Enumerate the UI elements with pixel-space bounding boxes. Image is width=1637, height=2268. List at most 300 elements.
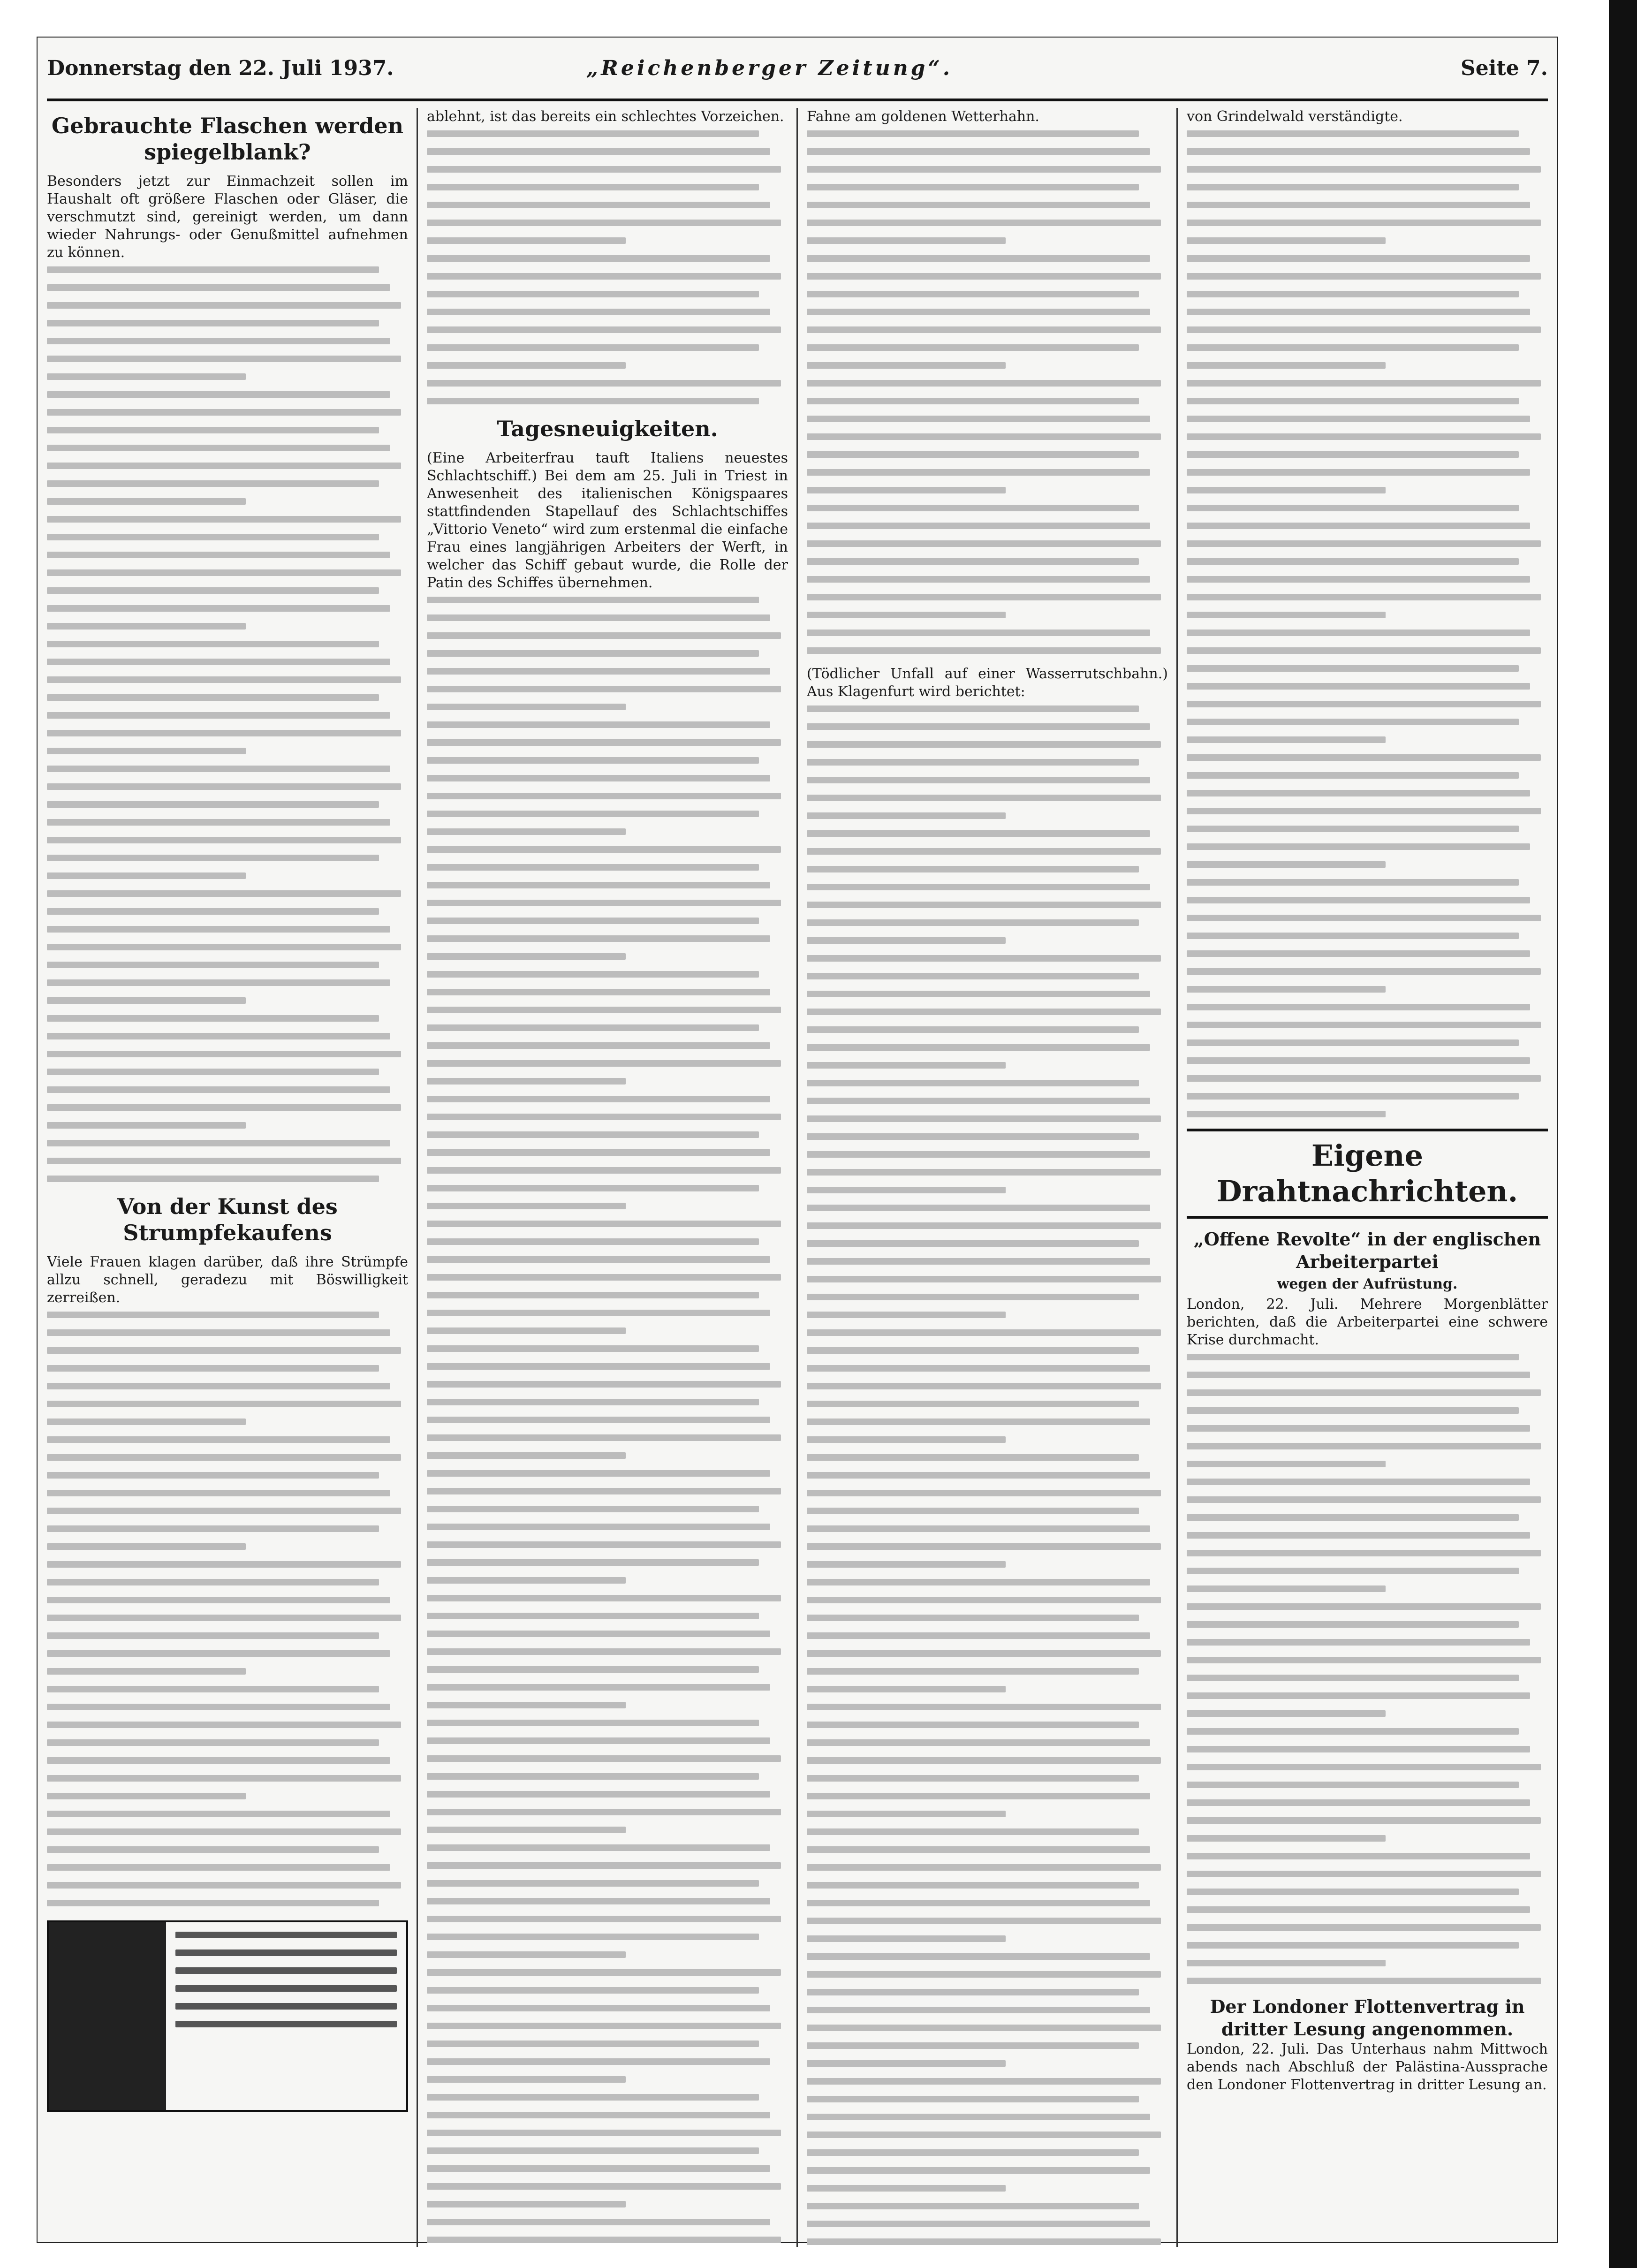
text-line [1187,701,1541,707]
text-line [427,326,781,333]
text-line [427,2112,770,2118]
article-text: ablehnt, ist das bereits ein schlechtes Vorzeichen. [427,108,784,125]
text-line [47,1579,379,1585]
column-3 [807,108,1168,2247]
text-line [47,1490,390,1496]
text-line [807,202,1150,208]
text-line [1187,505,1519,511]
text-line [807,2007,1150,2013]
text-line [1187,808,1541,814]
text-line [807,759,1139,766]
text-line [807,1258,1150,1265]
text-line [427,1096,770,1102]
text-line [427,614,770,621]
text-placeholder [427,130,788,404]
text-line [427,1274,781,1281]
text-line [807,523,1150,529]
text-line [1187,1550,1541,1556]
text-line [807,1811,1006,1817]
text-line [807,344,1139,351]
text-line [47,1104,401,1111]
text-line [47,1686,379,1692]
article-headline: „Offene Revolte“ in der englischen Arbeiterpartei [1193,1229,1541,1272]
text-line [427,1702,626,1708]
text-line [427,1613,759,1619]
text-line [807,594,1161,600]
text-line [427,220,781,226]
text-line [807,273,1161,280]
text-line [47,1775,401,1782]
text-line [1187,184,1519,190]
text-line [807,848,1161,855]
text-line [807,2167,1150,2174]
text-line [47,1472,379,1479]
text-line [47,1347,401,1354]
text-line [47,1454,401,1461]
text-line [1187,1443,1541,1449]
text-line [1187,1514,1519,1521]
text-line [807,1953,1150,1960]
text-line [47,552,390,558]
text-line [807,1935,1006,1942]
text-line [807,184,1139,190]
text-line [427,1292,759,1298]
text-line [1187,202,1530,208]
text-line [807,1436,1006,1443]
text-line [427,811,759,817]
text-placeholder [1187,130,1548,1117]
text-line [47,676,401,683]
text-line [807,2238,1161,2245]
text-line [1187,1621,1519,1628]
text-line [427,1934,759,1940]
text-line [47,516,401,523]
text-line [427,953,626,960]
text-line [427,1221,781,1227]
text-line [427,148,770,155]
text-line [807,1704,1161,1710]
text-line [427,2147,759,2154]
text-line [427,1114,781,1120]
text-line [47,1365,379,1372]
text-line [807,812,1006,819]
text-line [47,1122,246,1129]
text-line [1187,612,1386,618]
text-line [427,632,781,639]
text-line [807,1294,1139,1300]
text-line [1187,1479,1530,1485]
text-line [1187,647,1541,654]
text-line [1187,950,1530,957]
text-line [807,1044,1150,1051]
text-line [1187,1372,1530,1378]
text-line [807,1365,1150,1372]
text-line [807,166,1161,173]
text-line [807,326,1161,333]
text-line [427,1256,770,1263]
article-text: Besonders jetzt zur Einmachzeit sollen im Haushalt oft größere Flaschen oder Gläser, die verschmutzt sind, gereinigt werden, um dann wieder Nahrungs- oder Genußmittel aufnehmen zu können. [47,173,408,261]
text-line [807,416,1150,422]
text-line [807,2078,1161,2085]
text-line [47,1561,401,1568]
text-line [47,1015,379,1022]
text-line [807,705,1139,712]
article-text: (Eine Arbeiterfrau tauft Italiens neuestes Schlachtschiff.) Bei dem am 25. Juli in Triest in Anwesenheit des italienischen Königspaares stattfindenden Stapellauf des Schlachtschiffes „Vittorio Veneto“ wird zum erstenmal die einfache Frau eines langjährigen Arbeiters der Werft, in welcher das Schiff gebaut wurde, die Rolle der Patin des Schiffes übernehmen. [427,450,788,591]
text-line [807,2203,1139,2209]
text-line [807,1686,1006,1692]
article-text: von Grindelwald verständigte. [1187,108,1403,125]
text-line [47,409,401,416]
text-line [807,1828,1139,1835]
text-line [807,1490,1161,1496]
text-line [427,130,759,137]
text-line [47,1811,390,1817]
text-line [427,918,759,924]
text-line [427,2201,626,2207]
text-line [1187,1532,1530,1539]
text-line [1187,986,1386,993]
text-line [427,2219,770,2225]
text-line [807,1632,1150,1639]
text-line [1187,1407,1519,1414]
text-line [807,1739,1150,1746]
text-line [47,1739,379,1746]
text-line [807,919,1139,926]
text-line [427,1595,781,1601]
text-line [807,884,1150,890]
text-line [807,630,1150,636]
text-line [427,1898,770,1904]
text-line [1187,843,1530,850]
text-line [427,1434,781,1441]
advertisement [47,1920,408,2112]
text-line [47,320,379,326]
article-headline: Der Londoner Flottenvertrag in dritter Lesung angenommen. [1210,1996,1525,2040]
text-line [1187,1039,1519,1046]
text-line [427,1399,759,1405]
text-line [427,1862,781,1869]
text-line [1187,523,1530,529]
text-line [427,775,770,781]
text-line [47,302,401,309]
article-headline: Gebrauchte Flaschen werden spiegelblank? [51,113,404,165]
text-line [427,1327,626,1334]
text-line [47,1704,390,1710]
text-line [807,2131,1161,2138]
text-line [47,872,246,879]
text-line [1187,255,1530,262]
text-line [1187,273,1541,280]
column-1 [47,108,408,2247]
text-line [1187,1639,1530,1646]
text-line [47,427,379,433]
text-line [807,991,1150,997]
text-line [807,973,1139,979]
text-line [807,2042,1139,2049]
text-line [47,962,379,968]
section-headline: Tagesneuigkeiten. [497,416,718,441]
text-line [1187,1111,1386,1117]
text-line [1187,309,1530,315]
text-line [47,1793,246,1799]
text-line [807,1508,1139,1514]
text-line [427,1310,770,1316]
text-line [1187,1924,1541,1931]
text-placeholder [807,130,1168,654]
text-line [427,1042,770,1049]
text-line [427,1987,759,1994]
text-line [1187,451,1519,458]
text-line [807,1240,1139,1247]
text-line [427,1131,759,1138]
text-line [1187,630,1530,636]
text-line [1187,540,1541,547]
text-line [47,445,390,451]
page-header [47,47,1548,101]
text-line [807,1062,1006,1069]
text-line [1187,933,1519,939]
text-line [1187,1022,1541,1028]
text-line [427,2130,781,2136]
text-line [1187,1728,1519,1735]
text-line [427,2040,759,2047]
text-line [427,273,781,280]
scan-edge [1609,0,1637,2268]
text-line [47,623,246,630]
text-line [1187,1978,1541,1984]
text-line [427,1488,781,1494]
text-line [1187,1496,1541,1503]
text-line [807,451,1139,458]
text-line [1187,736,1386,743]
article-text: London, 22. Juli. Das Unterhaus nahm Mittwoch abends nach Abschluß der Palästina-Aussprache den Londoner Flottenvertrag in dritter Lesung an. [1187,2041,1548,2093]
text-line [47,356,401,362]
text-line [807,2185,1006,2192]
text-line [427,882,770,888]
text-line [47,979,390,986]
text-line [427,1506,759,1512]
text-line [427,1773,759,1780]
text-line [807,1882,1139,1889]
text-line [427,1470,770,1477]
text-line [47,1650,390,1657]
text-line [807,220,1161,226]
text-line [1187,166,1541,173]
text-line [427,2237,781,2243]
text-line [47,1722,401,1728]
text-line [427,1844,770,1851]
text-line [47,801,379,808]
text-line [1187,772,1519,779]
article-headline: Von der Kunst des Strumpfekaufens [117,1194,338,1245]
text-line [1187,558,1519,565]
text-line [427,1809,781,1815]
text-line [1187,861,1386,868]
text-line [807,1793,1150,1799]
text-line [807,558,1139,565]
text-line [47,266,379,273]
text-line [807,1971,1161,1978]
text-line [1187,237,1386,244]
text-line [47,1383,390,1389]
text-line [807,741,1161,748]
text-line [47,1668,246,1675]
text-line [1187,754,1541,761]
text-line [427,971,759,978]
text-line [1187,1675,1519,1681]
text-line [427,1951,626,1958]
text-line [1187,1889,1519,1895]
text-line [807,1757,1161,1764]
text-line [47,1436,390,1443]
text-line [807,723,1150,730]
text-line [1187,1799,1530,1806]
text-line [427,1007,781,1013]
text-line [1187,1942,1519,1949]
text-line [427,1149,770,1156]
text-line [807,1383,1161,1389]
text-placeholder [427,597,788,2247]
text-line [47,284,390,291]
text-line [807,1009,1161,1015]
text-line [47,1632,379,1639]
text-line [1187,398,1519,404]
text-line [47,1828,401,1835]
text-line [1187,148,1530,155]
text-line [427,2076,626,2083]
text-line [47,712,390,719]
text-line [807,1133,1139,1140]
text-line [807,1312,1006,1318]
ad-text [166,1922,406,2110]
text-line [47,819,390,826]
text-line [1187,1425,1530,1432]
text-line [807,1418,1150,1425]
text-line [427,1452,626,1459]
text-line [47,694,379,701]
text-line [47,373,246,380]
header-title: „Reichenberger Zeitung“. [586,56,953,80]
text-line [427,1666,759,1673]
text-line [1187,1354,1519,1360]
text-line [427,291,759,297]
text-line [807,1918,1161,1924]
text-line [807,1846,1150,1853]
text-line [807,487,1006,493]
text-line [807,398,1139,404]
text-line [427,668,770,675]
text-line [807,1722,1139,1728]
text-line [427,1524,770,1530]
column-4 [1187,108,1548,2247]
column-2 [427,108,788,2247]
text-line [427,900,781,906]
text-line [1187,362,1386,369]
text-line [1187,683,1530,690]
article-text: London, 22. Juli. Mehrere Morgenblätter berichten, daß die Arbeiterpartei eine schwere Krise durchmacht. [1187,1296,1548,1348]
text-line [807,955,1161,962]
text-line [47,908,379,915]
text-line [427,2005,770,2011]
text-line [807,1650,1161,1657]
text-line [47,1900,379,1906]
text-line [807,1668,1139,1675]
text-line [807,2096,1139,2102]
text-line [807,2060,1006,2067]
text-line [807,433,1161,440]
text-line [807,1401,1139,1407]
text-line [807,647,1161,654]
text-line [47,944,401,950]
text-line [1187,220,1541,226]
text-line [427,793,781,799]
text-line [1187,1585,1386,1592]
text-line [1187,1746,1530,1752]
text-line [807,576,1150,583]
text-line [807,1026,1139,1033]
text-line [807,1080,1139,1086]
text-line [807,1775,1139,1782]
text-line [807,1597,1161,1603]
text-line [47,338,390,344]
text-line [1187,416,1530,422]
text-line [47,1069,379,1075]
text-line [427,989,770,995]
text-line [807,1098,1150,1104]
text-line [1187,719,1519,725]
text-line [807,237,1006,244]
text-line [1187,130,1519,137]
text-line [427,2094,759,2101]
text-line [807,309,1150,315]
text-line [47,534,379,540]
text-line [47,766,390,772]
text-line [427,380,781,387]
text-line [1187,915,1541,921]
text-line [427,650,759,657]
text-line [47,997,246,1004]
text-line [807,2221,1150,2227]
text-line [427,686,781,692]
text-line [1187,1657,1541,1663]
text-line [807,1347,1139,1354]
text-line [807,902,1161,908]
text-line [807,1151,1150,1158]
article-text: (Tödlicher Unfall auf einer Wasserrutschbahn.) Aus Klagenfurt wird berichtet: [807,666,1168,700]
text-line [1187,1093,1519,1100]
text-line [427,1880,759,1887]
text-line [807,2149,1139,2156]
text-line [427,864,759,871]
text-line [807,937,1006,944]
text-line [807,866,1139,872]
article-text: Viele Frauen klagen darüber, daß ihre Strümpfe allzu schnell, geradezu mit Böswilligkeit zerreißen. [47,1254,408,1306]
text-line [1187,879,1519,886]
section-headline: Eigene Drahtnachrichten. [1187,1129,1548,1219]
text-line [427,757,759,764]
text-line [427,739,781,746]
text-line [427,1345,759,1352]
text-line [427,1060,781,1067]
text-line [47,659,390,665]
text-line [807,362,1006,369]
article-subheadline: wegen der Aufrüstung. [1277,1276,1458,1292]
text-line [47,498,246,505]
text-line [1187,665,1519,672]
text-line [1187,1389,1541,1396]
text-line [47,1882,401,1889]
text-line [807,830,1150,837]
